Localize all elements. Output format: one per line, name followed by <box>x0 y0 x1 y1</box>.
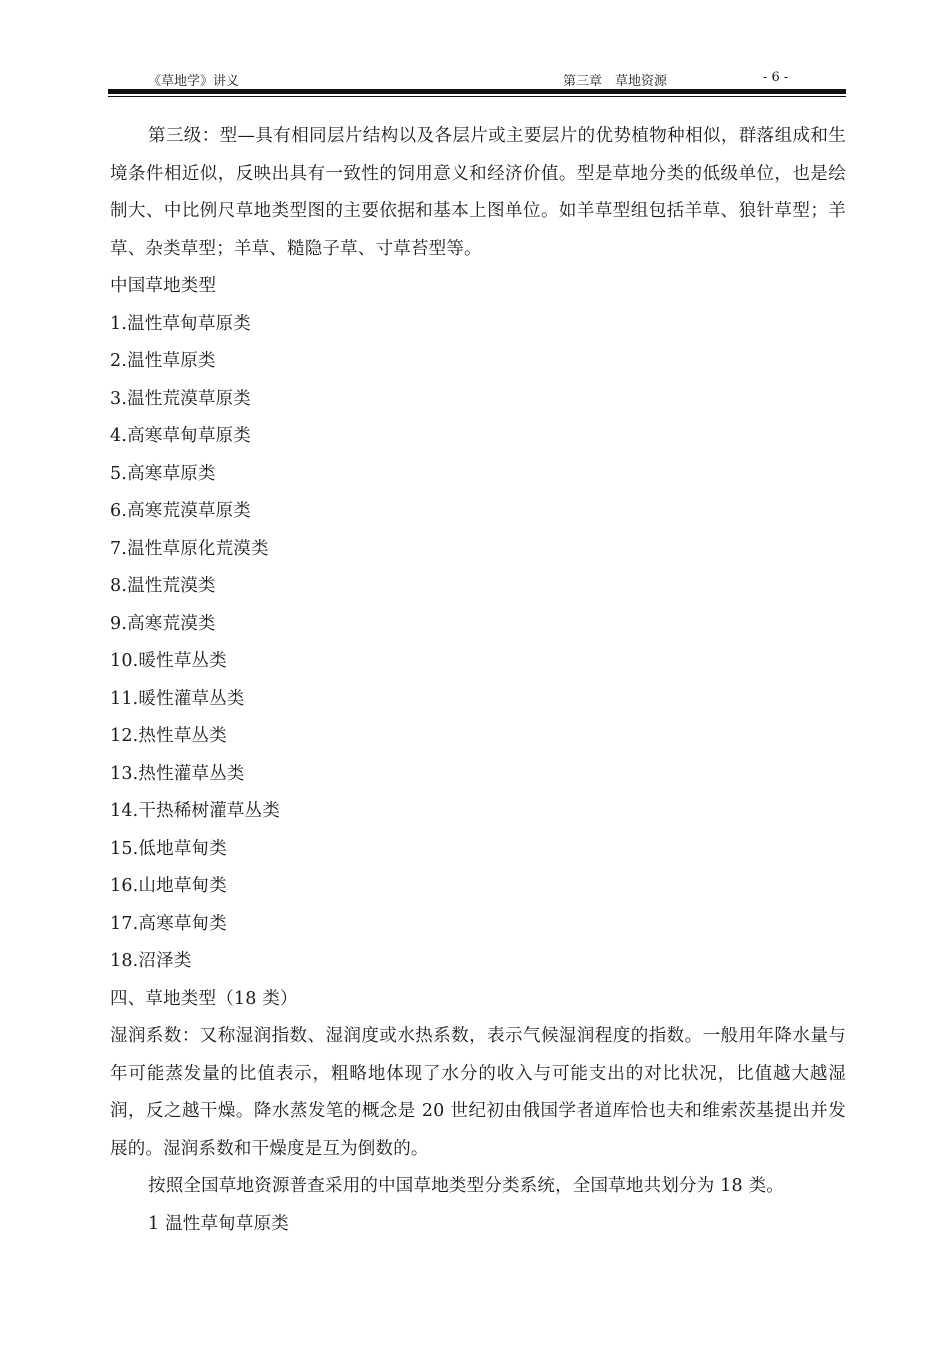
list-item: 4.高寒草甸草原类 <box>110 426 251 446</box>
paragraph-type-definition: 第三级：型—具有相同层片结构以及各层片或主要层片的优势植物种相似，群落组成和生境条件相近似，反映出具有一致性的饲用意义和经济价值。型是草地分类的低级单位，也是绘制大、中比例尺草地类型图的主要依据和基本上图单位。如羊草型组包括羊草、狼针草型；羊草、杂类草型；羊草、糙隐子草、寸草苔型等。 <box>110 126 846 259</box>
list-item: 2.温性草原类 <box>110 351 216 371</box>
list-item: 17.高寒草甸类 <box>110 913 227 934</box>
list-item: 5.高寒草原类 <box>110 463 216 484</box>
list-item: 3.温性荒漠草原类 <box>110 388 251 409</box>
page-body <box>110 118 846 1243</box>
list-item: 15.低地草甸类 <box>110 838 227 859</box>
header-page-number: - 6 - <box>763 70 789 85</box>
list-item: 18.沼泽类 <box>110 951 192 971</box>
subsection-heading: 1 温性草甸草原类 <box>148 1213 289 1234</box>
list-item: 9.高寒荒漠类 <box>110 613 216 634</box>
paragraph-humidity-coefficient: 湿润系数：又称湿润指数、湿润度或水热系数，表示气候湿润程度的指数。一般用年降水量与年可能蒸发量的比值表示，粗略地体现了水分的收入与可能支出的对比状况，比值越大越湿润，反之越干燥。降水蒸发笔的概念是 20 世纪初由俄国学者道库恰也夫和维索茨基提出并发展的。湿润系数和干燥度是互为倒数的。 <box>110 1026 846 1159</box>
list-item: 12.热性草丛类 <box>110 726 227 746</box>
list-item: 8.温性荒漠类 <box>110 576 216 596</box>
list-item: 13.热性灌草丛类 <box>110 763 245 784</box>
page-header <box>108 68 846 90</box>
list-item: 11.暖性灌草丛类 <box>110 688 245 709</box>
section-heading: 四、草地类型（18 类） <box>110 988 298 1009</box>
header-rule-thin <box>108 96 846 97</box>
list-item: 16.山地草甸类 <box>110 876 227 896</box>
paragraph-classification-system: 按照全国草地资源普查采用的中国草地类型分类系统，全国草地共划分为 18 类。 <box>148 1176 784 1196</box>
header-chapter-title: 第三章 草地资源 <box>563 74 668 89</box>
header-rule-thick <box>108 89 846 94</box>
header-course-title: 《草地学》讲义 <box>148 74 240 89</box>
list-item: 14.干热稀树灌草丛类 <box>110 801 281 821</box>
list-item: 7.温性草原化荒漠类 <box>110 538 269 559</box>
list-title: 中国草地类型 <box>110 276 217 296</box>
list-item: 10.暖性草丛类 <box>110 651 227 671</box>
list-item: 1.温性草甸草原类 <box>110 313 251 334</box>
grassland-type-list <box>110 306 846 981</box>
list-item: 6.高寒荒漠草原类 <box>110 501 251 521</box>
